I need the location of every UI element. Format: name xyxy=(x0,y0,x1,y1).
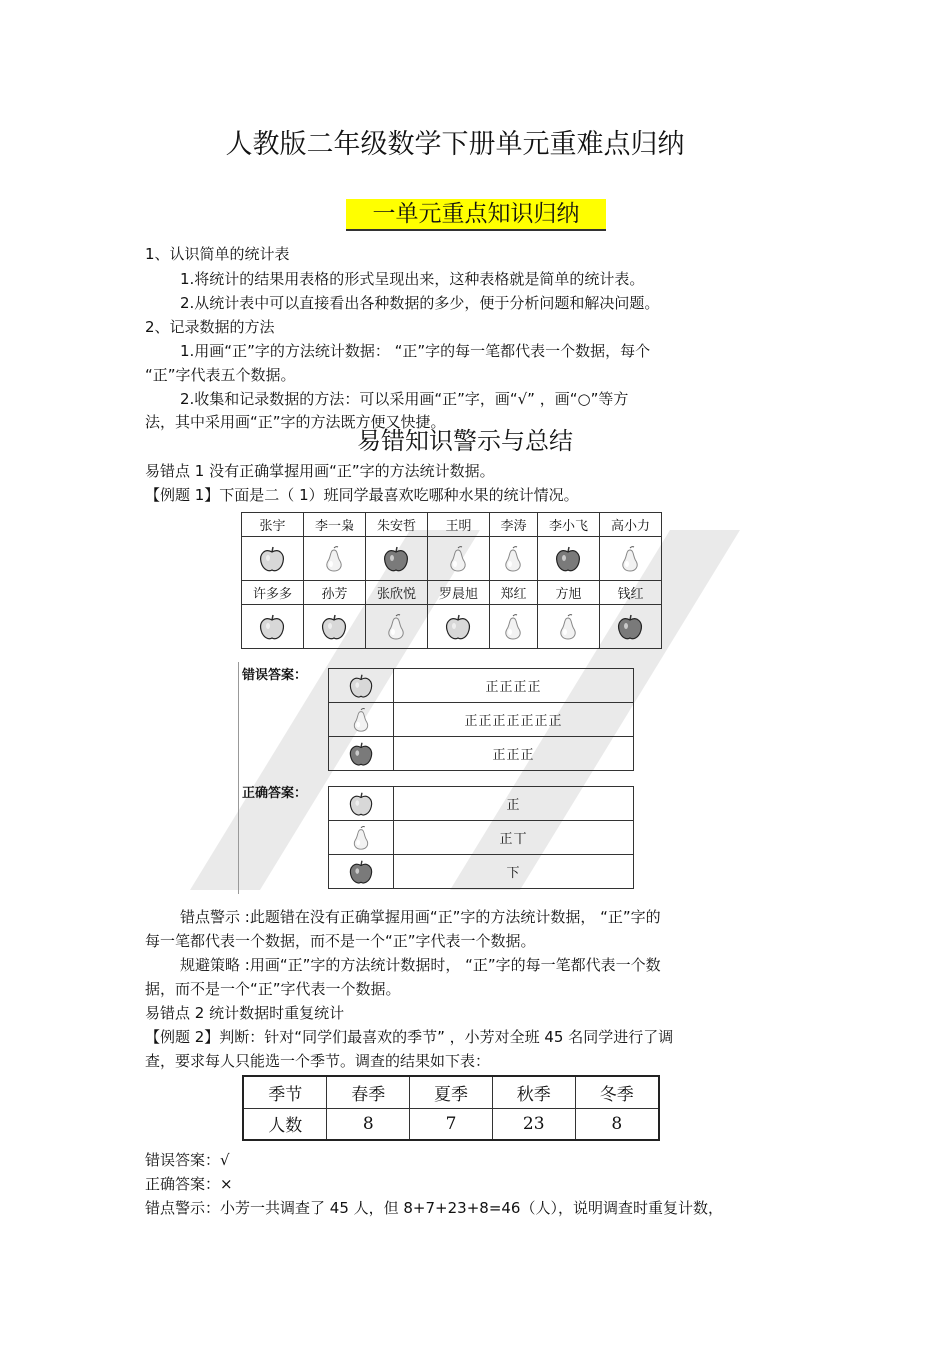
dark-apple-icon xyxy=(615,612,645,642)
student-name-cell: 许多多 xyxy=(242,581,304,605)
section1-para1: 1.将统计的结果用表格的形式呈现出来，这种表格就是简单的统计表。 xyxy=(180,270,645,288)
error-point-1-title: 易错点 1 没有正确掌握用画“正”字的方法统计数据。 xyxy=(145,462,495,480)
fruit-cell xyxy=(242,537,304,581)
answer-row xyxy=(329,787,634,821)
pear-icon xyxy=(319,544,349,574)
example-2-text-b: 查，要求每人只能选一个季节。调查的结果如下表： xyxy=(145,1052,491,1070)
season-cell: 8 xyxy=(327,1108,410,1140)
tally-cell: 正 xyxy=(394,787,634,821)
section2-para2b: 法，其中采用画“正”字的方法既方便又快捷。 xyxy=(145,413,446,431)
tally-cell: 下 xyxy=(394,855,634,889)
fruit-cell xyxy=(537,605,599,649)
error-note-2: 错点警示：小芳一共调查了 45 人，但 8+7+23+8=46（人），说明调查时重复计数， xyxy=(145,1199,723,1217)
pear-icon xyxy=(498,544,528,574)
section1-heading: 1、认识简单的统计表 xyxy=(145,245,290,263)
fruit-cell xyxy=(329,855,394,889)
fruit-cell xyxy=(303,537,365,581)
right-answer-2: 正确答案：× xyxy=(145,1175,233,1193)
wrong-answer-2: 错误答案：√ xyxy=(145,1151,230,1169)
season-cell: 春季 xyxy=(327,1076,410,1108)
fruit-cell xyxy=(599,605,661,649)
section1-para2: 2.从统计表中可以直接看出各种数据的多少，便于分析问题和解决问题。 xyxy=(180,294,660,312)
dark-apple-icon xyxy=(381,544,411,574)
page-title: 人教版二年级数学下册单元重难点归纳 xyxy=(225,129,685,160)
dark-apple-icon xyxy=(347,740,375,768)
pear-icon xyxy=(443,544,473,574)
section2-para1a: 1.用画“正”字的方法统计数据： “正”字的每一笔都代表一个数据，每个 xyxy=(180,342,651,360)
apple-icon xyxy=(319,612,349,642)
student-name-cell: 朱安哲 xyxy=(365,513,427,537)
avoid-strategy-a: 规避策略 :用画“正”字的方法统计数据时， “正”字的每一笔都代表一个数 xyxy=(180,956,661,974)
pear-icon xyxy=(381,612,411,642)
pear-icon xyxy=(347,706,375,734)
fruit-cell xyxy=(427,605,489,649)
answer-row xyxy=(329,703,634,737)
fruit-cell xyxy=(329,703,394,737)
error-note-1b: 每一笔都代表一个数据，而不是一个“正”字代表一个数据。 xyxy=(145,932,536,950)
pear-icon xyxy=(347,824,375,852)
answer-row xyxy=(329,855,634,889)
wrong-answer-table xyxy=(328,668,634,771)
fruit-cell xyxy=(537,537,599,581)
dark-apple-icon xyxy=(347,858,375,886)
student-name-cell: 张宇 xyxy=(242,513,304,537)
answer-row xyxy=(329,737,634,771)
student-name-cell: 高小力 xyxy=(599,513,661,537)
apple-icon xyxy=(347,672,375,700)
fruit-cell xyxy=(329,787,394,821)
season-cell: 冬季 xyxy=(575,1076,659,1108)
season-cell: 夏季 xyxy=(410,1076,493,1108)
unit-heading: 一单元重点知识归纳 xyxy=(346,199,606,231)
student-name-cell: 李小飞 xyxy=(537,513,599,537)
error-note-1a: 错点警示 :此题错在没有正确掌握用画“正”字的方法统计数据， “正”字的 xyxy=(180,908,661,926)
season-cell: 8 xyxy=(575,1108,659,1140)
warning-heading: 易错知识警示与总结 xyxy=(357,427,573,455)
fruit-cell xyxy=(489,537,537,581)
student-name-cell: 王明 xyxy=(427,513,489,537)
season-cell: 23 xyxy=(492,1108,575,1140)
section2-heading: 2、记录数据的方法 xyxy=(145,318,275,336)
fruit-survey-table xyxy=(241,512,662,649)
section2-para2a: 2.收集和记录数据的方法：可以采用画“正”字，画“√” ，画“○”等方 xyxy=(180,390,629,408)
student-name-cell: 钱红 xyxy=(599,581,661,605)
student-name-cell: 李涛 xyxy=(489,513,537,537)
tally-cell: 正正正 xyxy=(394,737,634,771)
pear-icon xyxy=(498,612,528,642)
student-name-cell: 郑红 xyxy=(489,581,537,605)
student-name-cell: 张欣悦 xyxy=(365,581,427,605)
section2-para1b: “正”字代表五个数据。 xyxy=(145,366,296,384)
season-cell: 人数 xyxy=(243,1108,327,1140)
right-answer-table xyxy=(328,786,634,889)
tally-cell: 正正正正正正正 xyxy=(394,703,634,737)
apple-icon xyxy=(257,544,287,574)
example-2-text-a: 【例题 2】判断：针对“同学们最喜欢的季节” ，小芳对全班 45 名同学进行了调 xyxy=(145,1028,674,1046)
tally-cell: 正丅 xyxy=(394,821,634,855)
error-point-2-title: 易错点 2 统计数据时重复统计 xyxy=(145,1004,345,1022)
student-name-cell: 方旭 xyxy=(537,581,599,605)
fruit-cell xyxy=(242,605,304,649)
pear-icon xyxy=(553,612,583,642)
season-cell: 秋季 xyxy=(492,1076,575,1108)
fruit-cell xyxy=(303,605,365,649)
wrong-answer-label: 错误答案： xyxy=(242,668,308,683)
student-name-cell: 孙芳 xyxy=(303,581,365,605)
apple-icon xyxy=(257,612,287,642)
right-answer-label: 正确答案： xyxy=(242,786,308,801)
example-1-text: 【例题 1】下面是二（ 1）班同学最喜欢吃哪种水果的统计情况。 xyxy=(145,486,579,504)
fruit-cell xyxy=(329,669,394,703)
season-cell: 季节 xyxy=(243,1076,327,1108)
tally-cell: 正正正正 xyxy=(394,669,634,703)
fruit-cell xyxy=(365,605,427,649)
fruit-cell xyxy=(329,737,394,771)
pear-icon xyxy=(615,544,645,574)
student-name-cell: 罗晨旭 xyxy=(427,581,489,605)
apple-icon xyxy=(443,612,473,642)
student-name-cell: 李一枭 xyxy=(303,513,365,537)
fruit-cell xyxy=(599,537,661,581)
dark-apple-icon xyxy=(553,544,583,574)
fruit-cell xyxy=(365,537,427,581)
answer-row xyxy=(329,821,634,855)
apple-icon xyxy=(347,790,375,818)
season-cell: 7 xyxy=(410,1108,493,1140)
fruit-cell xyxy=(427,537,489,581)
answer-row xyxy=(329,669,634,703)
fruit-cell xyxy=(489,605,537,649)
fruit-cell xyxy=(329,821,394,855)
avoid-strategy-b: 据，而不是一个“正”字代表一个数据。 xyxy=(145,980,401,998)
season-table xyxy=(242,1075,660,1141)
